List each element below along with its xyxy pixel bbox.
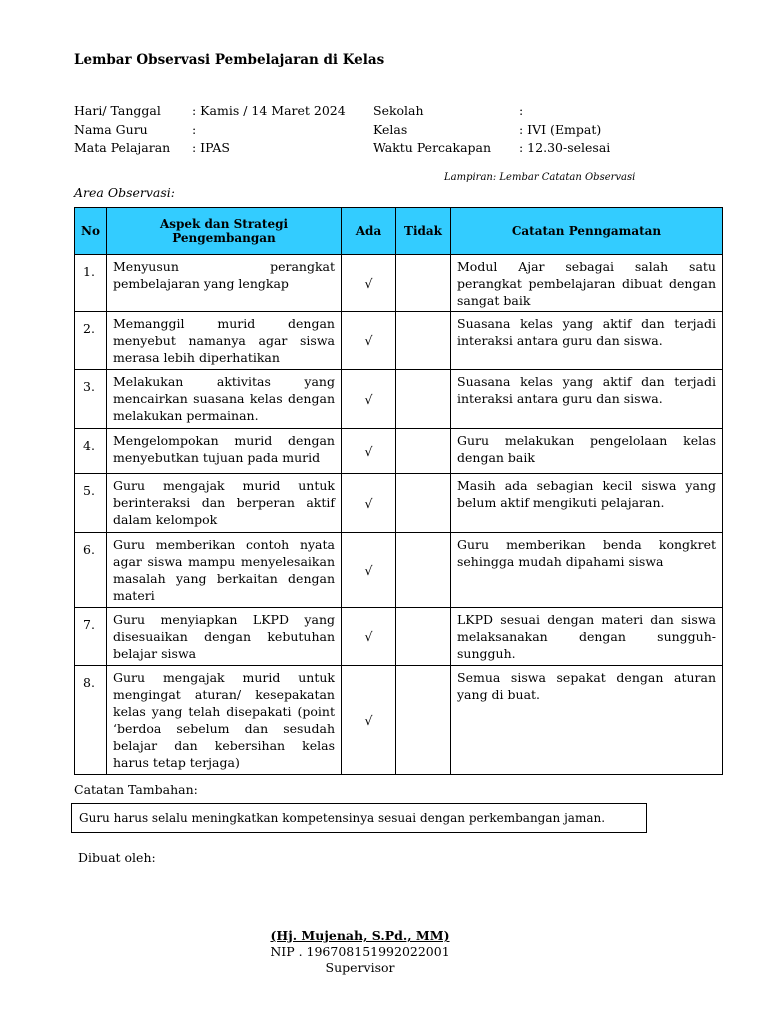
row-aspek: Guru menyiapkan LKPD yang disesuaikan dengan kebutuhan belajar siswa: [107, 608, 342, 666]
row-aspek: Memanggil murid dengan menyebut namanya agar siswa merasa lebih diperhatikan: [107, 312, 342, 370]
header-no: No: [75, 208, 107, 255]
row-no: 2.: [75, 312, 107, 370]
guru-value: :: [192, 122, 197, 137]
row-ada: √: [342, 608, 396, 666]
area-label: Area Observasi:: [74, 185, 176, 200]
row-catatan: Masih ada sebagian kecil siswa yang belum aktif mengikuti pelajaran.: [451, 474, 723, 533]
row-tidak: [396, 429, 451, 474]
guru-label: Nama Guru: [74, 122, 148, 137]
table-row: [75, 429, 723, 474]
row-catatan: Suasana kelas yang aktif dan terjadi interaksi antara guru dan siswa.: [451, 312, 723, 370]
row-tidak: [396, 474, 451, 533]
mapel-value: : IPAS: [192, 140, 230, 155]
row-catatan: Guru melakukan pengelolaan kelas dengan baik: [451, 429, 723, 474]
observation-table: [74, 207, 723, 775]
table-row: [75, 608, 723, 666]
table-row: [75, 370, 723, 429]
row-aspek: Guru memberikan contoh nyata agar siswa mampu menyelesaikan masalah yang berkaitan dengan materi: [107, 533, 342, 608]
row-catatan: Semua siswa sepakat dengan aturan yang di buat.: [451, 666, 723, 775]
row-ada: √: [342, 429, 396, 474]
row-ada: √: [342, 312, 396, 370]
row-catatan: Guru memberikan benda kongkret sehingga mudah dipahami siswa: [451, 533, 723, 608]
kelas-value: : IVI (Empat): [519, 122, 602, 137]
row-ada: √: [342, 666, 396, 775]
row-aspek: Menyusun perangkat pembelajaran yang lengkap: [107, 255, 342, 312]
row-catatan: Modul Ajar sebagai salah satu perangkat pembelajaran dibuat dengan sangat baik: [451, 255, 723, 312]
row-no: 5.: [75, 474, 107, 533]
row-no: 8.: [75, 666, 107, 775]
row-no: 4.: [75, 429, 107, 474]
table-row: [75, 474, 723, 533]
row-tidak: [396, 255, 451, 312]
row-ada: √: [342, 370, 396, 429]
row-ada: √: [342, 474, 396, 533]
row-ada: √: [342, 255, 396, 312]
row-tidak: [396, 608, 451, 666]
row-tidak: [396, 666, 451, 775]
waktu-label: Waktu Percakapan: [373, 140, 492, 155]
table-row: [75, 533, 723, 608]
row-tidak: [396, 312, 451, 370]
table-row: [75, 255, 723, 312]
mapel-label: Mata Pelajaran: [74, 140, 171, 155]
row-tidak: [396, 370, 451, 429]
waktu-value: : 12.30-selesai: [519, 140, 611, 155]
header-ada: Ada: [342, 208, 396, 255]
document-title: Lembar Observasi Pembelajaran di Kelas: [74, 52, 385, 68]
catatan-tambahan-box: Guru harus selalu meningkatkan kompetensinya sesuai dengan perkembangan jaman.: [71, 803, 647, 833]
row-aspek: Guru mengajak murid untuk mengingat aturan/ kesepakatan kelas yang telah disepakati (point ‘berdoa sebelum dan sesudah belajar dan kebersihan kelas harus tetap terjaga): [107, 666, 342, 775]
kelas-label: Kelas: [373, 122, 408, 137]
header-catatan: Catatan Penngamatan: [451, 208, 723, 255]
row-aspek: Melakukan aktivitas yang mencairkan suasana kelas dengan melakukan permainan.: [107, 370, 342, 429]
row-no: 1.: [75, 255, 107, 312]
row-aspek: Guru mengajak murid untuk berinteraksi dan berperan aktif dalam kelompok: [107, 474, 342, 533]
lampiran-note: Lampiran: Lembar Catatan Observasi: [444, 172, 636, 183]
row-no: 7.: [75, 608, 107, 666]
row-no: 6.: [75, 533, 107, 608]
table-row: [75, 666, 723, 775]
row-ada: √: [342, 533, 396, 608]
signature-role: Supervisor: [325, 960, 395, 975]
hari-value: : Kamis / 14 Maret 2024: [192, 103, 346, 118]
signature-name: (Hj. Mujenah, S.Pd., MM): [270, 928, 450, 943]
signature-nip: NIP . 196708151992022001: [270, 944, 450, 959]
hari-label: Hari/ Tanggal: [74, 103, 161, 118]
row-catatan: LKPD sesuai dengan materi dan siswa melaksanakan dengan sungguh-sungguh.: [451, 608, 723, 666]
table-row: [75, 312, 723, 370]
row-aspek: Mengelompokan murid dengan menyebutkan tujuan pada murid: [107, 429, 342, 474]
dibuat-oleh-label: Dibuat oleh:: [78, 850, 156, 865]
header-aspek: Aspek dan Strategi Pengembangan: [107, 208, 342, 255]
sekolah-value: :: [519, 103, 524, 118]
header-tidak: Tidak: [396, 208, 451, 255]
catatan-tambahan-label: Catatan Tambahan:: [74, 782, 198, 797]
row-tidak: [396, 533, 451, 608]
table-header-row: [75, 208, 723, 255]
sekolah-label: Sekolah: [373, 103, 424, 118]
row-no: 3.: [75, 370, 107, 429]
row-catatan: Suasana kelas yang aktif dan terjadi interaksi antara guru dan siswa.: [451, 370, 723, 429]
